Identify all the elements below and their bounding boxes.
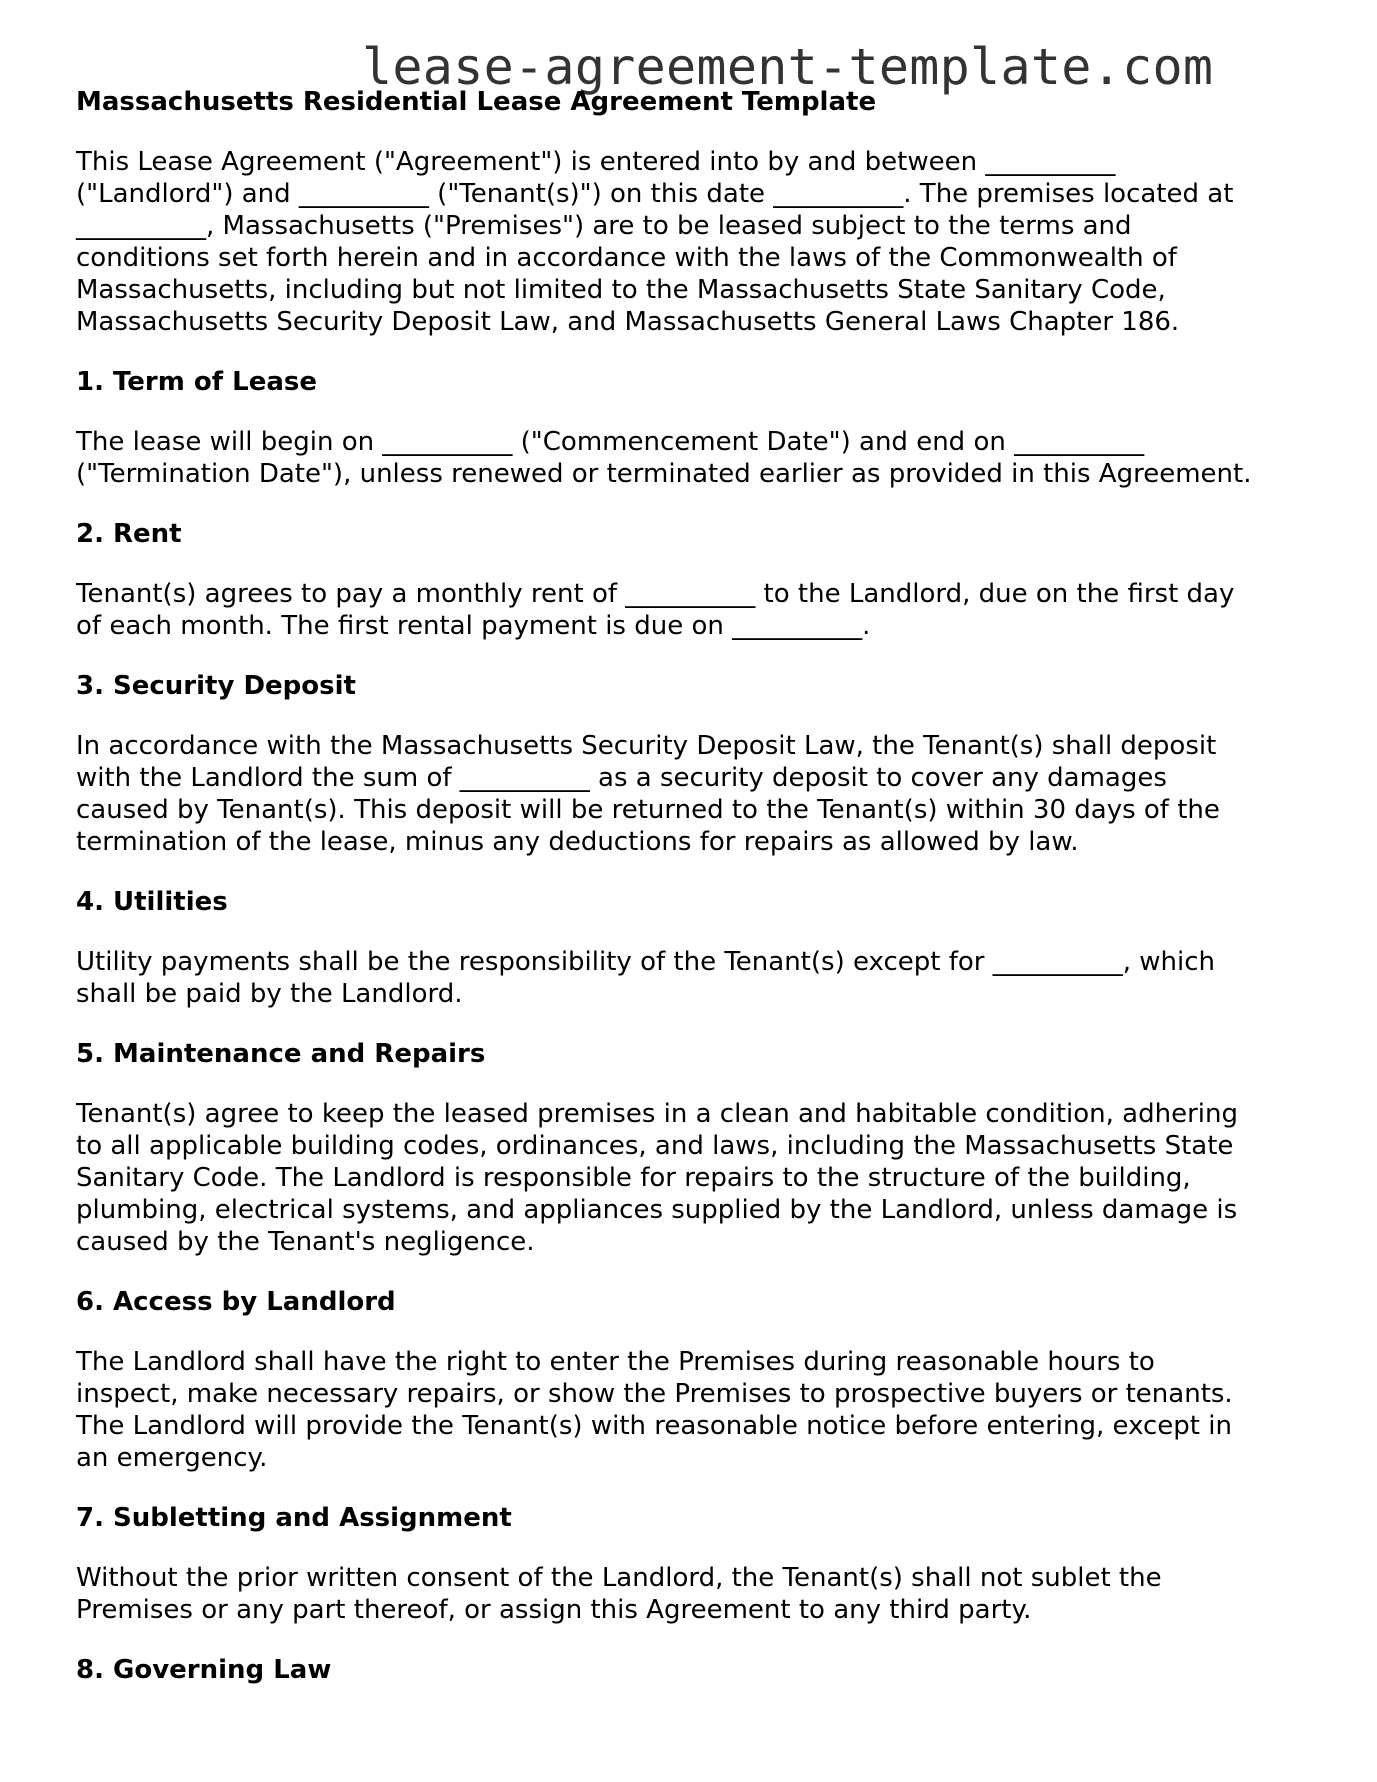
paragraph-line: Utility payments shall be the responsibility of the Tenant(s) except for __________, which [76,947,1215,977]
section-heading: 6. Access by Landlord [76,1287,396,1317]
section-utilities [76,886,1316,1010]
intro-line: Massachusetts, including but not limited to the Massachusetts State Sanitary Code, [76,275,1166,305]
paragraph-line: The Landlord shall have the right to enter the Premises during reasonable hours to [76,1347,1155,1377]
watermark: lease-agreement-template.com [362,38,1214,96]
section-rent [76,518,1316,642]
section-paragraph [76,1346,1316,1474]
paragraph-line: termination of the lease, minus any deductions for repairs as allowed by law. [76,827,1079,857]
paragraph-line: inspect, make necessary repairs, or show the Premises to prospective buyers or tenants. [76,1379,1233,1409]
section-heading: 1. Term of Lease [76,367,317,397]
paragraph-line: Sanitary Code. The Landlord is responsible for repairs to the structure of the building, [76,1163,1191,1193]
section-heading: 8. Governing Law [76,1655,332,1685]
intro-line: This Lease Agreement ("Agreement") is entered into by and between __________ [76,147,1116,177]
section-term-of-lease [76,366,1316,490]
section-heading: 4. Utilities [76,887,228,917]
section-security-deposit [76,670,1316,858]
paragraph-line: with the Landlord the sum of __________ as a security deposit to cover any damages [76,763,1167,793]
section-paragraph [76,730,1316,858]
intro-line: conditions set forth herein and in accordance with the laws of the Commonwealth of [76,243,1177,273]
paragraph-line: of each month. The first rental payment is due on __________. [76,611,871,641]
paragraph-line: The lease will begin on __________ ("Commencement Date") and end on __________ [76,427,1145,457]
paragraph-line: The Landlord will provide the Tenant(s) with reasonable notice before entering, except in [76,1411,1232,1441]
paragraph-line: caused by the Tenant's negligence. [76,1227,535,1257]
section-paragraph [76,1098,1316,1258]
intro-line: ("Landlord") and __________ ("Tenant(s)") on this date __________. The premises located at [76,179,1234,209]
paragraph-line: In accordance with the Massachusetts Security Deposit Law, the Tenant(s) shall deposit [76,731,1217,761]
section-governing-law [76,1654,1316,1686]
section-access-by-landlord [76,1286,1316,1474]
paragraph-line: caused by Tenant(s). This deposit will be returned to the Tenant(s) within 30 days of the [76,795,1220,825]
document-title: Massachusetts Residential Lease Agreement Template [76,87,877,117]
section-heading: 2. Rent [76,519,182,549]
paragraph-line: plumbing, electrical systems, and appliances supplied by the Landlord, unless damage is [76,1195,1238,1225]
section-paragraph [76,426,1316,490]
section-paragraph [76,1562,1316,1626]
paragraph-line: an emergency. [76,1443,268,1473]
section-maintenance-and-repairs [76,1038,1316,1258]
paragraph-line: Premises or any part thereof, or assign this Agreement to any third party. [76,1595,1032,1625]
section-subletting-and-assignment [76,1502,1316,1626]
intro-line: Massachusetts Security Deposit Law, and Massachusetts General Laws Chapter 186. [76,307,1180,337]
section-heading: 5. Maintenance and Repairs [76,1039,486,1069]
paragraph-line: to all applicable building codes, ordinances, and laws, including the Massachusetts State [76,1131,1234,1161]
document [76,86,1316,1714]
section-paragraph [76,578,1316,642]
paragraph-line: Without the prior written consent of the Landlord, the Tenant(s) shall not sublet the [76,1563,1162,1593]
paragraph-line: Tenant(s) agree to keep the leased premises in a clean and habitable condition, adhering [76,1099,1238,1129]
section-heading: 3. Security Deposit [76,671,356,701]
section-paragraph [76,946,1316,1010]
section-heading: 7. Subletting and Assignment [76,1503,512,1533]
paragraph-line: ("Termination Date"), unless renewed or terminated earlier as provided in this Agreement. [76,459,1252,489]
paragraph-line: Tenant(s) agrees to pay a monthly rent of __________ to the Landlord, due on the first day [76,579,1235,609]
paragraph-line: shall be paid by the Landlord. [76,979,463,1009]
intro-paragraph [76,146,1316,338]
intro-line: __________, Massachusetts ("Premises") are to be leased subject to the terms and [76,211,1132,241]
